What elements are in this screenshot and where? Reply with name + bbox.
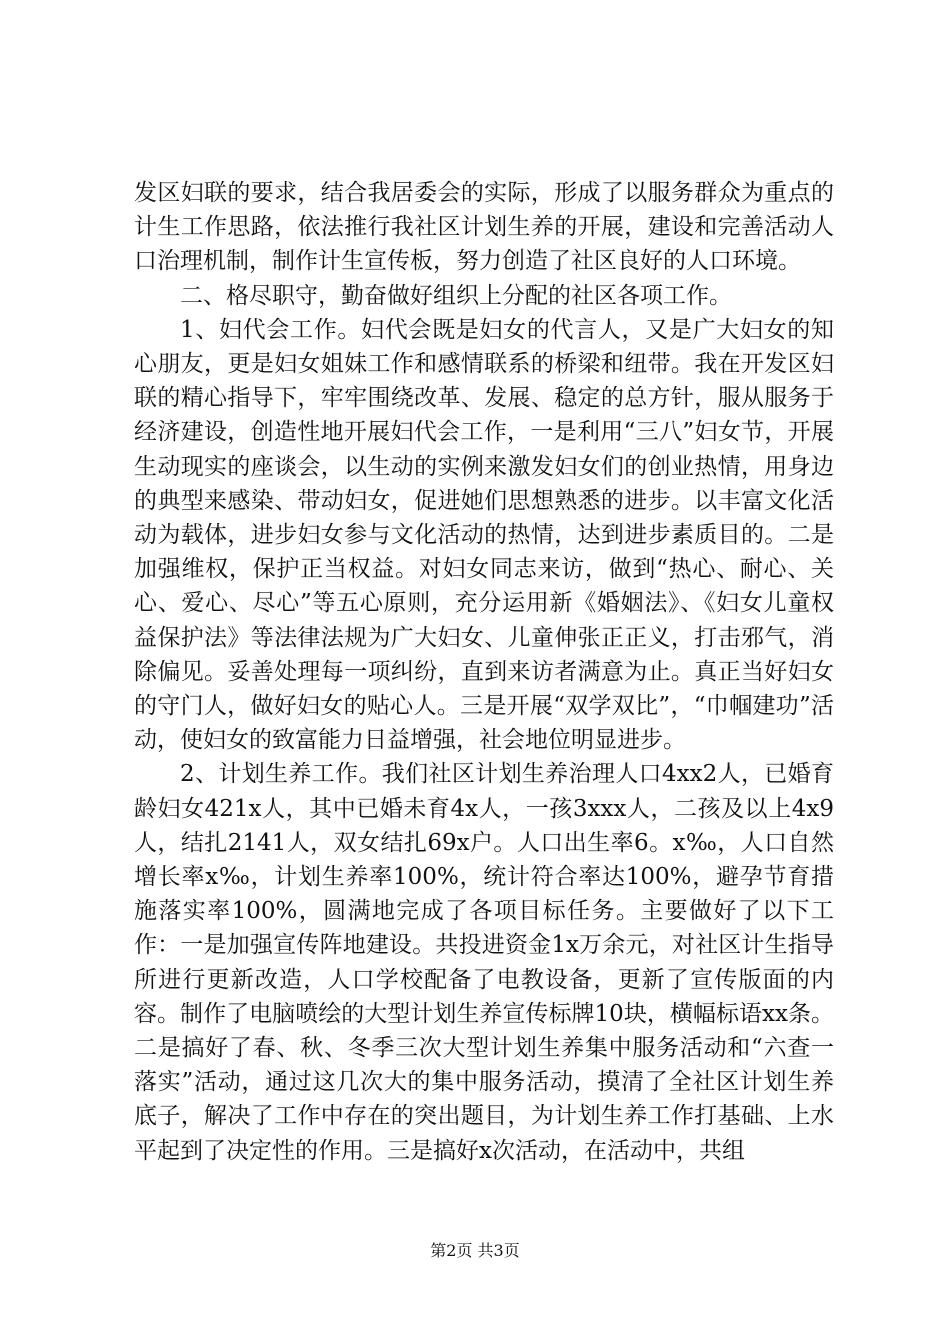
- paragraph-womens-congress: 1、妇代会工作。妇代会既是妇女的代言人，又是广大妇女的知心朋友，更是妇女姐妹工作和感情联系的桥梁和纽带。我在开发区妇联的精心指导下，牢牢围绕改革、发展、稳定的总方针，服从服务于经济建设，创造性地开展妇代会工作，一是利用“三八”妇女节，开展生动现实的座谈会，以生动的实例来激发妇女们的创业热情，用身边的典型来感染、带动妇女，促进她们思想熟悉的进步。以丰富文化活动为载体，进步妇女参与文化活动的热情，达到进步素质目的。二是加强维权，保护正当权益。对妇女同志来访，做到“热心、耐心、关心、爱心、尽心”等五心原则，充分运用新《婚姻法》、《妇女儿童权益保护法》等法律法规为广大妇女、儿童伸张正正义，打击邪气，消除偏见。妥善处理每一项纠纷，直到来访者满意为止。真正当好妇女的守门人，做好妇女的贴心人。三是开展“双学双比”，“巾帼建功”活动，使妇女的致富能力日益增强，社会地位明显进步。: [134, 316, 834, 754]
- document-body: [134, 176, 834, 1168]
- paragraph-continuation: 发区妇联的要求，结合我居委会的实际，形成了以服务群众为重点的计生工作思路，依法推行我社区计划生养的开展，建设和完善活动人口治理机制，制作计生宣传板，努力创造了社区良好的人口环境。: [134, 180, 834, 275]
- page-footer: 第2页 共3页: [430, 1241, 520, 1260]
- paragraph-section-heading: 二、格尽职守，勤奋做好组织上分配的社区各项工作。: [180, 282, 732, 309]
- paragraph-family-planning: 2、计划生养工作。我们社区计划生养治理人口4xx2人，已婚育龄妇女421x人，其中已婚未育4x人，一孩3xxx人，二孩及以上4x9人，结扎2141人，双女结扎69x户。人口出生率6。x‰，人口自然增长率x‰，计划生养率100%，统计符合率达100%，避孕节育措施落实率100%，圆满地完成了各项目标任务。主要做好了以下工作：一是加强宣传阵地建设。共投进资金1x万余元，对社区计生指导所进行更新改造，人口学校配备了电教设备，更新了宣传版面的内容。制作了电脑喷绘的大型计划生养宣传标牌10块，横幅标语xx条。二是搞好了春、秋、冬季三次大型计划生养集中服务活动和“六查一落实”活动，通过这几次大的集中服务活动，摸清了全社区计划生养底子，解决了工作中存在的突出题目，为计划生养工作打基础、上水平起到了决定性的作用。三是搞好x次活动，在活动中，共组: [134, 761, 834, 1164]
